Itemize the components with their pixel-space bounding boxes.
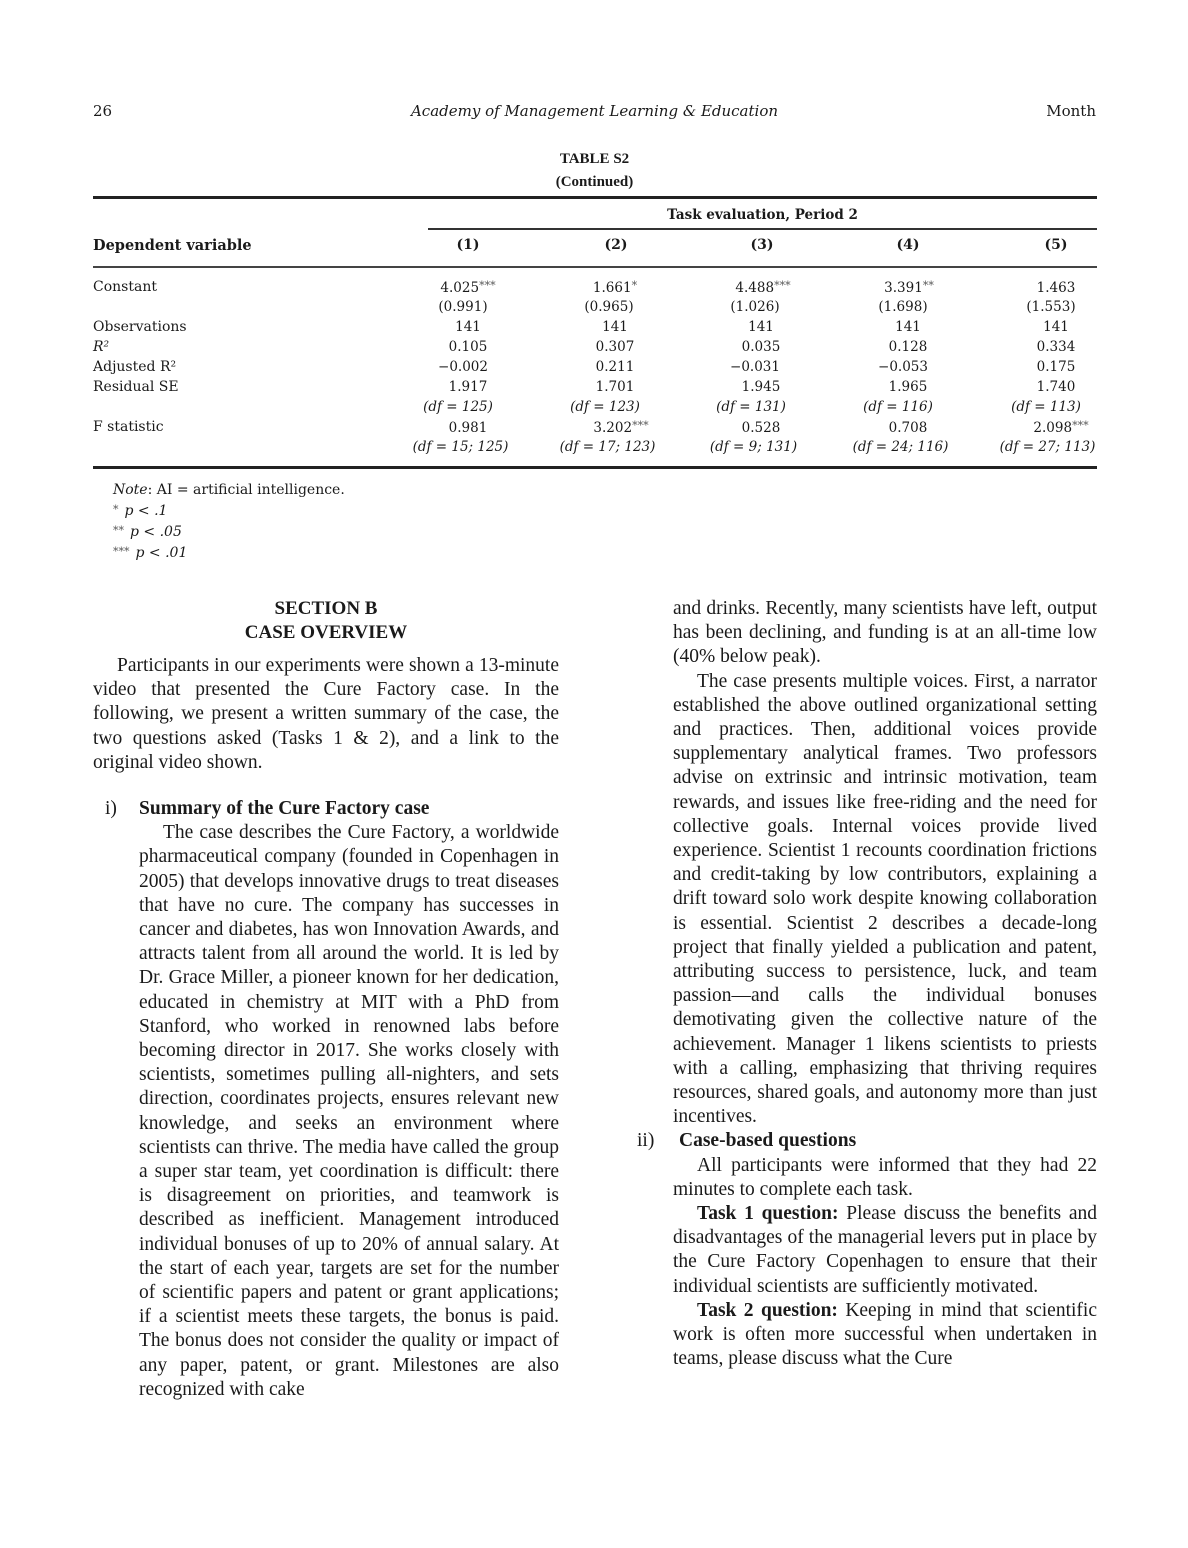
table-cell: 2.098*** [1033, 419, 1089, 436]
table-cell: 141 [1043, 319, 1069, 335]
table-cell: (0.991) [438, 299, 488, 315]
table-cell: −0.002 [438, 359, 488, 375]
row-label-r2: R² [93, 339, 110, 355]
table-cell: (df = 113) [1011, 399, 1081, 415]
table-cell: 0.981 [448, 420, 488, 436]
task1-question: Task 1 question: Please discuss the benefits and disadvantages of the managerial levers put in place by the Cure Factory Copenhagen to ensure that their individual scientists are sufficiently motivated. [673, 1203, 1097, 1297]
left-column [93, 597, 559, 1402]
table-cell: (df = 27; 113) [999, 439, 1096, 455]
table-cell: 141 [455, 319, 481, 335]
significance-note: ** p < .05 [113, 524, 182, 540]
table-number: TABLE S2 [559, 151, 630, 167]
row-header: Dependent variable [93, 237, 252, 254]
table-cell: 0.211 [595, 359, 635, 375]
table-cell: 0.334 [1036, 339, 1076, 355]
table-cell: 0.708 [888, 420, 928, 436]
summary-paragraph: The case describes the Cure Factory, a worldwide pharmaceutical company (founded in Copenhagen in 2005) that develops innovative drugs to treat diseases that have no cure. The company has successes in cancer and diabetes, has won Innovation Awards, and attracts talent from all around the world. It is led by Dr. Grace Miller, a pioneer known for her dedication, educated in chemistry at MIT with a PhD from Stanford, who worked in renowned labs before becoming director in 2017. She works closely with scientists, sometimes pulling all-nighters, and sets direction, coordinates projects, ensures relevant new knowledge, and seeks an environment where scientists can thrive. The media have called the group a super star team, yet coordination is difficult: there is disagreement on priorities, and teamwork is described as inefficient. Management introduced individual bonuses of up to 20% of annual salary. At the start of each year, targets are set for the number of scientific papers and patent or grant applications; if a scientist meets these targets, the bonus is paid. The bonus does not consider the quality or impact of any paper, patent, or grant. Milestones are also recognized with cake [139, 822, 559, 1400]
note-line: Note: AI = artificial intelligence. [113, 482, 345, 498]
journal-title: Academy of Management Learning & Education [410, 102, 779, 120]
table-cell: (df = 125) [423, 399, 493, 415]
table-cell: 1.965 [888, 379, 928, 395]
column-header: (4) [896, 237, 920, 253]
table-cell: 1.945 [741, 379, 781, 395]
table-cell: (df = 24; 116) [852, 439, 949, 455]
table-title [93, 148, 1096, 194]
list-heading: Case-based questions [679, 1130, 857, 1152]
running-head [93, 102, 1096, 122]
table-cell: 0.528 [741, 420, 781, 436]
table-cell: 0.175 [1036, 359, 1076, 375]
column-header: (2) [604, 237, 628, 253]
voices-paragraph: The case presents multiple voices. First, a narrator established the above outlined organizational setting and practices. Then, additional voices provide supplementary analytical frames. Two professors advise on extrinsic and intrinsic motivation, team rewards, and issues like free-riding and the need for collective goals. Internal voices provide lived experience. Scientist 1 recounts coordination frictions and credit-taking by low contributors, explaining a drift toward solo work despite knowing collaboration is essential. Scientist 2 describes a decade-long project that finally yielded a publication and patent, attributing success to persistence, luck, and team passion—and calls the individual bonuses demotivating given the collective nature of the achievement. Manager 1 likens scientists to priests with a calling, emphasizing that thriving requires resources, shared goals, and autonomy more than just incentives. [673, 670, 1097, 1128]
row-label-constant: Constant [93, 279, 157, 295]
table-top-rule [93, 196, 1097, 199]
row-label-adjusted-r2: Adjusted R² [93, 359, 177, 375]
table-cell: 0.307 [595, 339, 635, 355]
table-cell: −0.053 [878, 359, 928, 375]
list-item-summary [93, 797, 559, 1402]
table-cell: 1.701 [595, 379, 635, 395]
table-cell: 1.917 [448, 379, 488, 395]
table-cell: (1.553) [1026, 299, 1076, 315]
table-cell: 1.661* [592, 279, 638, 296]
table-cell: 1.463 [1036, 280, 1076, 296]
table-cell: (0.965) [584, 299, 634, 315]
spanner-header: Task evaluation, Period 2 [667, 207, 858, 223]
row-label-observations: Observations [93, 319, 187, 335]
table-cell: (df = 9; 131) [709, 439, 798, 455]
table-bottom-rule [93, 466, 1097, 469]
row-label-f-statistic: F statistic [93, 419, 164, 435]
header-rule [93, 266, 1097, 268]
section-title: SECTION B [274, 598, 378, 619]
table-cell: 3.391** [884, 279, 934, 296]
questions-intro: All participants were informed that they had 22 minutes to complete each task. [673, 1154, 1097, 1200]
list-number: ii) [637, 1130, 655, 1152]
table-continued: (Continued) [555, 174, 634, 190]
table-cell: 141 [602, 319, 628, 335]
table-cell: 0.105 [448, 339, 488, 355]
column-header: (5) [1044, 237, 1068, 253]
table-cell: 0.128 [888, 339, 928, 355]
table-cell: 141 [748, 319, 774, 335]
table-cell: 4.488*** [735, 279, 791, 296]
row-label-residual-se: Residual SE [93, 379, 179, 395]
page-number: 26 [93, 102, 113, 120]
list-item-questions [637, 1129, 1097, 1371]
table-cell: (df = 17; 123) [559, 439, 656, 455]
task2-question: Task 2 question: Keeping in mind that scientific work is often more successful when undertaken in teams, please discuss what the Cure [673, 1299, 1097, 1370]
intro-paragraph: Participants in our experiments were shown a 13-minute video that presented the Cure Factory case. In the following, we present a written summary of the case, the two questions asked (Tasks 1 & 2), and a link to the original video shown. [93, 655, 559, 773]
table-cell: (1.026) [730, 299, 780, 315]
spanner-rule [428, 228, 1097, 230]
table-cell: 141 [895, 319, 921, 335]
list-number: i) [105, 798, 117, 820]
issue-month: Month [1046, 102, 1096, 120]
significance-note: * p < .1 [113, 503, 168, 519]
summary-paragraph-continued: and drinks. Recently, many scientists have left, output has been declining, and funding is at an all-time low (40% below peak). [673, 598, 1097, 668]
table-cell: 1.740 [1036, 379, 1076, 395]
table-cell: (df = 116) [863, 399, 933, 415]
table-cell: (1.698) [878, 299, 928, 315]
significance-note: *** p < .01 [113, 545, 188, 561]
section-subtitle: CASE OVERVIEW [244, 622, 408, 643]
table-cell: (df = 131) [716, 399, 786, 415]
table-cell: 0.035 [741, 339, 781, 355]
table-cell: −0.031 [730, 359, 780, 375]
table-cell: (df = 15; 125) [412, 439, 509, 455]
table-cell: 4.025*** [440, 279, 496, 296]
table-cell: (df = 123) [570, 399, 640, 415]
column-header: (1) [456, 237, 480, 253]
column-header: (3) [750, 237, 774, 253]
list-heading: Summary of the Cure Factory case [139, 798, 430, 820]
table-cell: 3.202*** [593, 419, 649, 436]
table-notes [113, 480, 345, 563]
right-column [637, 597, 1097, 1372]
